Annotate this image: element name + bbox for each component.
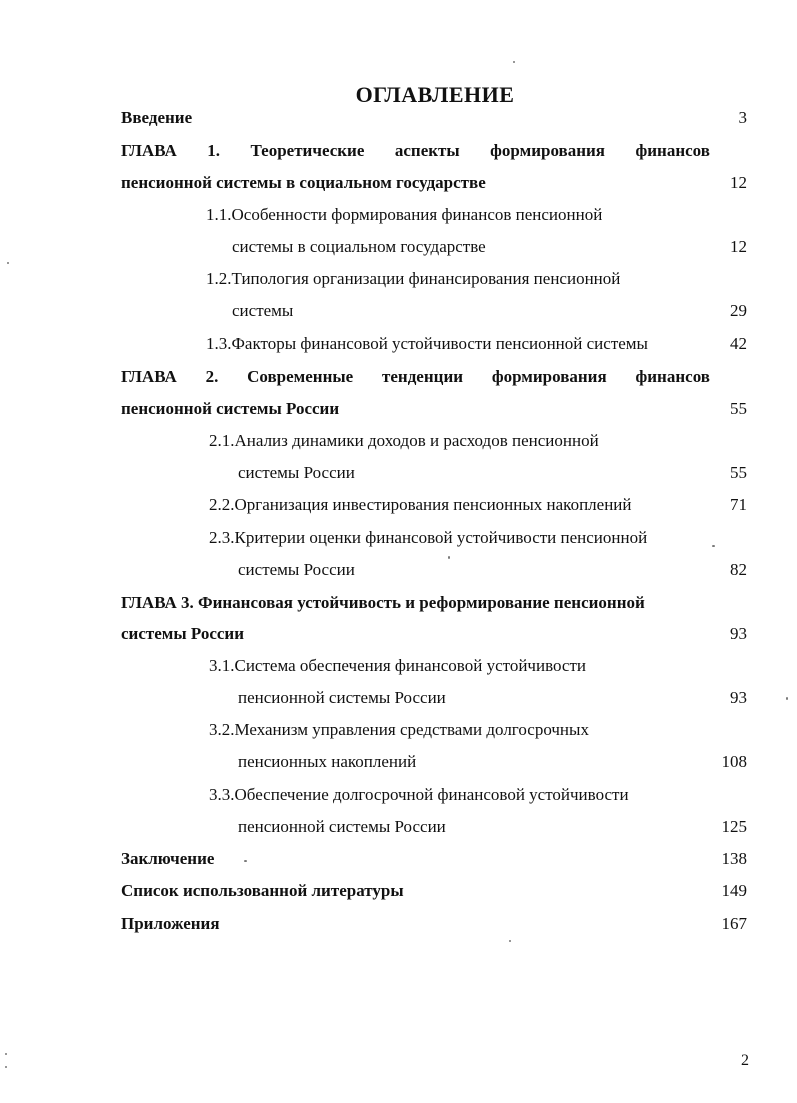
- ch1-word: формирования: [490, 141, 605, 160]
- toc-intro-label: Введение: [121, 108, 193, 127]
- ch1-word: 1.: [207, 141, 220, 160]
- toc-section-3-2-page: 108: [721, 752, 747, 771]
- toc-section-2-3-line2: системы России: [238, 560, 355, 579]
- toc-chapter1-page: 12: [730, 173, 747, 192]
- toc-intro-page: 3: [738, 108, 747, 127]
- scan-speck: [513, 61, 515, 63]
- toc-chapter3-page: 93: [730, 624, 747, 643]
- toc-section-1-1-page: 12: [730, 237, 747, 256]
- toc-chapter1-line2: пенсионной системы в социальном государстве: [121, 173, 486, 192]
- toc-section-1-2-page: 29: [730, 301, 747, 320]
- ch1-word: финансов: [635, 141, 710, 160]
- toc-section-3-2-line1: 3.2.Механизм управления средствами долгосрочных: [209, 720, 589, 739]
- page-number: 2: [741, 1052, 749, 1069]
- toc-chapter2-line2: пенсионной системы России: [121, 399, 340, 418]
- scan-speck: [244, 860, 247, 862]
- toc-chapter3-line2: системы России: [121, 624, 245, 643]
- toc-section-3-1-page: 93: [730, 688, 747, 707]
- ch2-word: Современные: [247, 367, 354, 386]
- toc-appendix-label: Приложения: [121, 914, 220, 933]
- toc-section-3-1-line1: 3.1.Система обеспечения финансовой устойчивости: [209, 656, 586, 675]
- toc-section-2-1-line1: 2.1.Анализ динамики доходов и расходов пенсионной: [209, 431, 599, 450]
- ch2-word: 2.: [205, 367, 219, 386]
- ch2-word: формирования: [491, 367, 607, 386]
- toc-section-1-1-line2: системы в социальном государстве: [232, 237, 486, 256]
- scan-speck: [712, 545, 715, 547]
- toc-chapter1-line1: [121, 140, 710, 162]
- toc-section-2-3-line1: 2.3.Критерии оценки финансовой устойчивости пенсионной: [209, 528, 648, 547]
- toc-section-2-2-line1: 2.2.Организация инвестирования пенсионных накоплений: [209, 495, 632, 514]
- scan-speck: [7, 262, 9, 264]
- toc-section-1-3-page: 42: [730, 334, 747, 353]
- ch2-word: тенденции: [382, 367, 464, 386]
- toc-section-2-2-page: 71: [730, 495, 747, 514]
- scan-speck: [448, 556, 450, 559]
- toc-chapter3-line1: ГЛАВА 3. Финансовая устойчивость и реформирование пенсионной: [121, 593, 645, 612]
- toc-section-2-1-line2: системы России: [238, 463, 355, 482]
- ch1-word: Теоретические: [250, 141, 365, 160]
- scan-speck: [5, 1066, 7, 1068]
- toc-chapter2-page: 55: [730, 399, 747, 418]
- toc-chapter2-line1: [121, 366, 710, 388]
- page-title: ОГЛАВЛЕНИЕ: [355, 82, 515, 107]
- toc-section-3-2-line2: пенсионных накоплений: [238, 752, 417, 771]
- toc-section-2-1-page: 55: [730, 463, 747, 482]
- toc-section-1-2-line2: системы: [232, 301, 294, 320]
- toc-references-label: Список использованной литературы: [121, 881, 404, 900]
- toc-section-1-3-line1: 1.3.Факторы финансовой устойчивости пенсионной системы: [206, 334, 648, 353]
- scan-speck: [509, 940, 511, 942]
- toc-section-3-3-page: 125: [721, 817, 747, 836]
- toc-section-1-1-line1: 1.1.Особенности формирования финансов пенсионной: [206, 205, 603, 224]
- scan-speck: [5, 1053, 7, 1055]
- scan-speck: [786, 697, 788, 700]
- toc-section-1-2-line1: 1.2.Типология организации финансирования пенсионной: [206, 269, 621, 288]
- ch2-word: финансов: [635, 367, 710, 386]
- toc-section-3-3-line1: 3.3.Обеспечение долгосрочной финансовой устойчивости: [209, 785, 629, 804]
- ch1-word: аспекты: [394, 141, 460, 160]
- toc-section-2-3-page: 82: [730, 560, 747, 579]
- ch1-word: ГЛАВА: [121, 141, 177, 160]
- toc-section-3-1-line2: пенсионной системы России: [238, 688, 446, 707]
- toc-appendix-page: 167: [721, 914, 747, 933]
- toc-conclusion-label: Заключение: [121, 849, 215, 868]
- toc-conclusion-page: 138: [721, 849, 747, 868]
- ch2-word: ГЛАВА: [121, 367, 177, 386]
- toc-section-3-3-line2: пенсионной системы России: [238, 817, 446, 836]
- toc-references-page: 149: [721, 881, 747, 900]
